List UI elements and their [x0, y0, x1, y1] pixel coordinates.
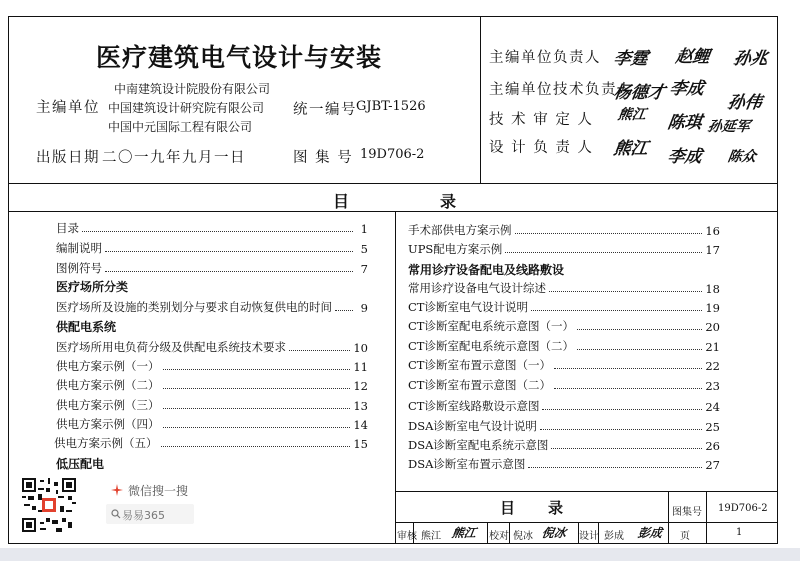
- toc-section-heading: 低压配电: [56, 457, 105, 471]
- toc-item[interactable]: CT诊断室布置示意图（二） 23: [408, 378, 720, 393]
- toc-item[interactable]: DSA诊断室配电系统示意图 26: [408, 438, 720, 453]
- title-block-divider: [668, 491, 669, 544]
- qr-code-image: [22, 478, 76, 532]
- toc-item[interactable]: CT诊断室线路敷设示意图 24: [408, 399, 720, 414]
- designer-name: 彭成: [604, 531, 624, 542]
- editor-unit-3: 中国中元国际工程有限公司: [108, 120, 253, 134]
- editor-unit-2: 中国建筑设计研究院有限公司: [108, 101, 265, 115]
- toc-item[interactable]: 供电方案示例（四） 14: [56, 417, 368, 432]
- search-field[interactable]: [106, 504, 194, 524]
- toc-section-heading: 常用诊疗设备配电及线路敷设: [408, 263, 565, 277]
- publish-date-label: 出版日期: [36, 150, 100, 166]
- title-block-divider: [395, 491, 396, 544]
- signature: 李成: [666, 147, 704, 167]
- toc-item[interactable]: 手术部供电方案示例 16: [408, 223, 720, 238]
- wechat-search-label: 微信搜一搜: [128, 484, 189, 498]
- toc-section-heading: 供配电系统: [56, 320, 117, 334]
- atlas-title: 医疗建筑电气设计与安装: [96, 43, 383, 72]
- title-block-divider: [509, 522, 510, 544]
- reviewer-signature: 熊江: [450, 526, 477, 540]
- signature: 孙兆: [732, 49, 770, 69]
- checker-name: 倪冰: [513, 531, 533, 542]
- toc-item[interactable]: 目录 1: [56, 221, 368, 236]
- publish-date-value: 二〇一九年九月一日: [102, 150, 246, 166]
- toc-item[interactable]: CT诊断室布置示意图（一） 22: [408, 358, 720, 373]
- editor-unit-label: 主编单位: [36, 100, 100, 116]
- role-technical-lead: 主编单位技术负责人: [489, 82, 633, 98]
- title-block-title-left: 目: [500, 499, 516, 517]
- toc-item[interactable]: 编制说明 5: [56, 241, 368, 256]
- signature: 熊江: [616, 107, 647, 123]
- checker-label: 校对: [489, 531, 509, 542]
- unified-no-value: GJBT-1526: [356, 99, 426, 114]
- signature: 杨德才: [612, 83, 667, 103]
- toc-heading-right: 录: [440, 192, 457, 211]
- page-label: 页: [680, 531, 690, 542]
- toc-item[interactable]: 图例符号 7: [56, 261, 368, 276]
- wechat-search-logo-icon: [110, 483, 124, 497]
- toc-heading-underline: [8, 211, 778, 212]
- role-design-lead: 设 计 负 责 人: [489, 140, 594, 156]
- role-technical-reviewer: 技 术 审 定 人: [489, 112, 594, 128]
- designer-signature: 彭成: [636, 526, 663, 540]
- toc-item[interactable]: CT诊断室电气设计说明 19: [408, 300, 720, 315]
- signature: 李霆: [612, 49, 650, 69]
- toc-item[interactable]: 供电方案示例（五） 15: [54, 436, 368, 451]
- toc-item[interactable]: CT诊断室配电系统示意图（二） 21: [408, 339, 720, 354]
- signature: 陈琪: [666, 113, 704, 133]
- atlas-no-value-cell: 19D706-2: [718, 503, 768, 514]
- title-block-top-border: [395, 491, 778, 492]
- title-block-title-right: 录: [548, 499, 564, 517]
- toc-item[interactable]: DSA诊断室布置示意图 27: [408, 457, 720, 472]
- toc-item[interactable]: 医疗场所用电负荷分级及供配电系统技术要求 10: [56, 340, 368, 355]
- wechat-search-widget[interactable]: [104, 478, 196, 532]
- editor-unit-1: 中南建筑设计院股份有限公司: [114, 82, 271, 96]
- toc-item[interactable]: 医疗场所及设施的类别划分与要求自动恢复供电的时间 9: [56, 300, 368, 315]
- checker-signature: 倪冰: [540, 526, 567, 540]
- toc-column-divider: [395, 211, 396, 491]
- toc-item[interactable]: 供电方案示例（一） 11: [56, 359, 368, 374]
- signature: 陈众: [726, 149, 757, 165]
- atlas-no-value: 19D706-2: [360, 147, 425, 162]
- toc-item[interactable]: UPS配电方案示例 17: [408, 242, 720, 257]
- unified-no-label: 统一编号: [293, 102, 357, 118]
- title-block-divider: [706, 491, 707, 544]
- reviewer-label: 审核: [397, 531, 417, 542]
- signature: 赵鲤: [674, 47, 712, 67]
- search-field-text: 易易365: [122, 509, 165, 522]
- toc-item[interactable]: 供电方案示例（三） 13: [56, 398, 368, 413]
- signature: 熊江: [612, 139, 650, 159]
- toc-heading-left: 目: [333, 192, 350, 211]
- page-value: 1: [736, 527, 743, 538]
- atlas-no-label-cell: 图集号: [672, 507, 702, 518]
- toc-item[interactable]: 供电方案示例（二） 12: [56, 378, 368, 393]
- header-divider-horizontal: [8, 183, 778, 184]
- search-icon: [111, 509, 121, 519]
- toc-item[interactable]: 常用诊疗设备电气设计综述 18: [408, 281, 720, 296]
- reviewer-name: 熊江: [421, 531, 441, 542]
- role-chief-editor-unit: 主编单位负责人: [489, 50, 601, 66]
- header-divider-vertical: [480, 16, 481, 183]
- title-block-divider: [487, 522, 488, 544]
- signature: 李成: [668, 79, 706, 99]
- signature: 孙伟: [726, 93, 764, 113]
- title-block-inner-border: [395, 522, 778, 523]
- atlas-no-label: 图 集 号: [293, 150, 354, 166]
- viewer-bottom-bar: [0, 548, 800, 561]
- signature: 孙延军: [706, 119, 751, 135]
- toc-item[interactable]: DSA诊断室电气设计说明 25: [408, 419, 720, 434]
- toc-item[interactable]: CT诊断室配电系统示意图（一） 20: [408, 319, 720, 334]
- toc-section-heading: 医疗场所分类: [56, 280, 129, 294]
- designer-label: 设计: [579, 531, 599, 542]
